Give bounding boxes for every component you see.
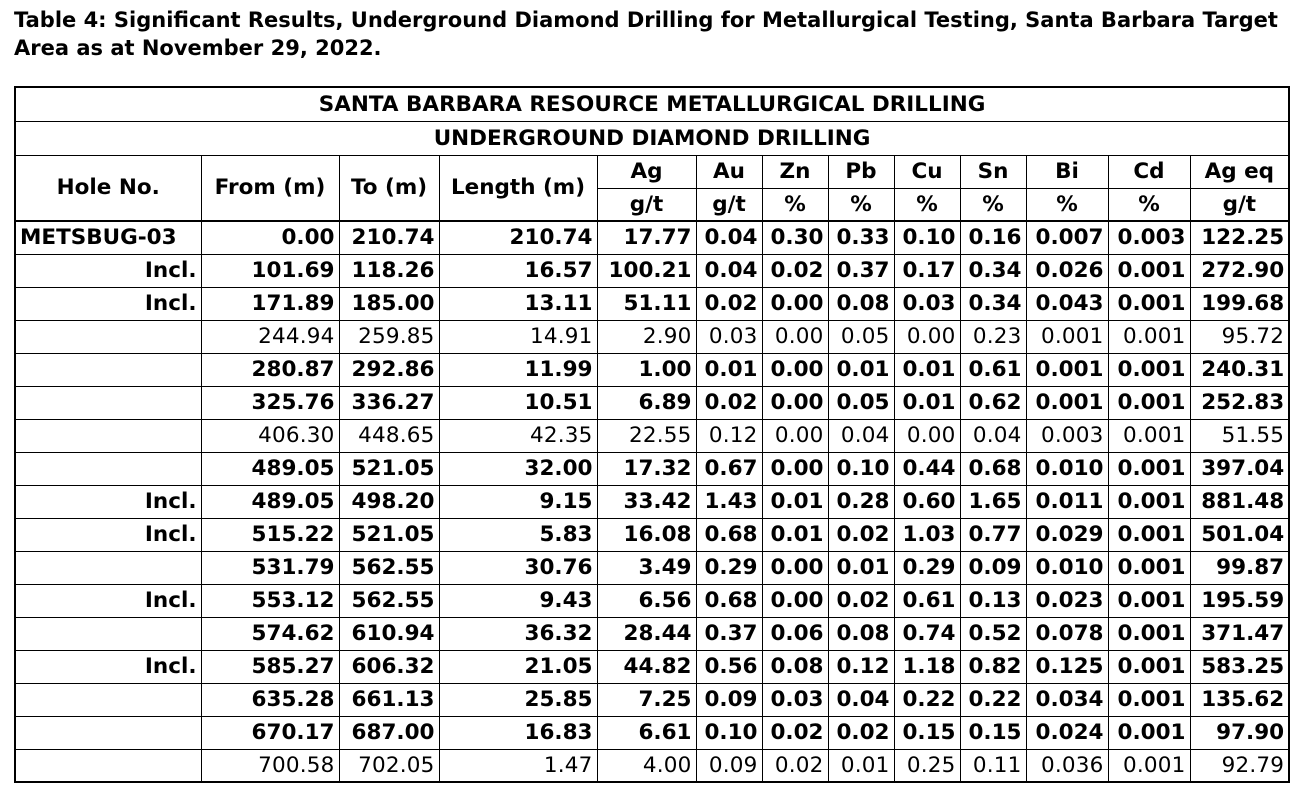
cell-to: 210.74 <box>339 221 439 254</box>
cell-cd: 0.001 <box>1108 353 1190 386</box>
cell-zn: 0.30 <box>762 221 828 254</box>
cell-au: 0.68 <box>696 584 762 617</box>
cell-to: 661.13 <box>339 683 439 716</box>
cell-pb: 0.04 <box>828 419 894 452</box>
cell-ag-eq: 122.25 <box>1190 221 1289 254</box>
cell-zn: 0.02 <box>762 749 828 782</box>
cell-sn: 0.61 <box>960 353 1026 386</box>
cell-hole-no: Incl. <box>15 584 201 617</box>
cell-cu: 0.22 <box>894 683 960 716</box>
cell-au: 0.04 <box>696 254 762 287</box>
cell-au: 0.09 <box>696 749 762 782</box>
cell-zn: 0.01 <box>762 518 828 551</box>
cell-length: 32.00 <box>439 452 597 485</box>
cell-cd: 0.001 <box>1108 419 1190 452</box>
cell-length: 13.11 <box>439 287 597 320</box>
cell-ag: 4.00 <box>597 749 696 782</box>
unit-sn: % <box>960 188 1026 221</box>
cell-length: 21.05 <box>439 650 597 683</box>
cell-to: 610.94 <box>339 617 439 650</box>
table-row <box>15 683 1289 716</box>
cell-zn: 0.00 <box>762 551 828 584</box>
cell-pb: 0.01 <box>828 551 894 584</box>
cell-sn: 0.82 <box>960 650 1026 683</box>
cell-zn: 0.00 <box>762 320 828 353</box>
cell-ag: 7.25 <box>597 683 696 716</box>
cell-length: 14.91 <box>439 320 597 353</box>
cell-cd: 0.001 <box>1108 716 1190 749</box>
cell-sn: 0.77 <box>960 518 1026 551</box>
cell-cu: 1.03 <box>894 518 960 551</box>
header-length: Length (m) <box>439 155 597 221</box>
cell-hole-no: Incl. <box>15 518 201 551</box>
cell-ag: 1.00 <box>597 353 696 386</box>
cell-to: 118.26 <box>339 254 439 287</box>
header-cd: Cd <box>1108 155 1190 188</box>
cell-au: 0.12 <box>696 419 762 452</box>
table-row <box>15 749 1289 782</box>
cell-zn: 0.06 <box>762 617 828 650</box>
cell-pb: 0.01 <box>828 353 894 386</box>
cell-length: 9.15 <box>439 485 597 518</box>
cell-cd: 0.001 <box>1108 254 1190 287</box>
cell-hole-no <box>15 749 201 782</box>
cell-sn: 0.62 <box>960 386 1026 419</box>
cell-to: 185.00 <box>339 287 439 320</box>
table-row <box>15 353 1289 386</box>
cell-from: 489.05 <box>201 485 339 518</box>
cell-au: 0.02 <box>696 386 762 419</box>
cell-length: 9.43 <box>439 584 597 617</box>
cell-to: 521.05 <box>339 518 439 551</box>
cell-to: 498.20 <box>339 485 439 518</box>
cell-au: 0.68 <box>696 518 762 551</box>
unit-ag-eq: g/t <box>1190 188 1289 221</box>
cell-bi: 0.125 <box>1026 650 1108 683</box>
cell-au: 0.02 <box>696 287 762 320</box>
cell-sn: 0.34 <box>960 287 1026 320</box>
cell-pb: 0.28 <box>828 485 894 518</box>
cell-length: 1.47 <box>439 749 597 782</box>
cell-ag: 6.89 <box>597 386 696 419</box>
cell-cd: 0.001 <box>1108 518 1190 551</box>
cell-bi: 0.043 <box>1026 287 1108 320</box>
cell-ag-eq: 240.31 <box>1190 353 1289 386</box>
header-au: Au <box>696 155 762 188</box>
cell-bi: 0.023 <box>1026 584 1108 617</box>
cell-hole-no: Incl. <box>15 485 201 518</box>
cell-sn: 0.23 <box>960 320 1026 353</box>
cell-cu: 0.15 <box>894 716 960 749</box>
cell-au: 0.01 <box>696 353 762 386</box>
table-row <box>15 518 1289 551</box>
results-table <box>14 86 1290 783</box>
cell-ag: 16.08 <box>597 518 696 551</box>
table-row <box>15 452 1289 485</box>
cell-hole-no: Incl. <box>15 287 201 320</box>
cell-sn: 0.15 <box>960 716 1026 749</box>
unit-pb: % <box>828 188 894 221</box>
cell-pb: 0.37 <box>828 254 894 287</box>
cell-to: 562.55 <box>339 584 439 617</box>
table-row <box>15 485 1289 518</box>
cell-cd: 0.003 <box>1108 221 1190 254</box>
unit-zn: % <box>762 188 828 221</box>
cell-to: 521.05 <box>339 452 439 485</box>
cell-au: 0.09 <box>696 683 762 716</box>
cell-hole-no <box>15 617 201 650</box>
cell-sn: 0.04 <box>960 419 1026 452</box>
table-row <box>15 287 1289 320</box>
cell-ag: 6.56 <box>597 584 696 617</box>
cell-cu: 0.44 <box>894 452 960 485</box>
cell-pb: 0.02 <box>828 518 894 551</box>
cell-length: 36.32 <box>439 617 597 650</box>
cell-from: 635.28 <box>201 683 339 716</box>
unit-bi: % <box>1026 188 1108 221</box>
cell-ag-eq: 97.90 <box>1190 716 1289 749</box>
cell-bi: 0.010 <box>1026 452 1108 485</box>
cell-bi: 0.034 <box>1026 683 1108 716</box>
cell-ag: 44.82 <box>597 650 696 683</box>
cell-cd: 0.001 <box>1108 683 1190 716</box>
cell-ag-eq: 95.72 <box>1190 320 1289 353</box>
cell-ag-eq: 199.68 <box>1190 287 1289 320</box>
cell-ag-eq: 135.62 <box>1190 683 1289 716</box>
cell-from: 585.27 <box>201 650 339 683</box>
header-zn: Zn <box>762 155 828 188</box>
cell-ag: 17.77 <box>597 221 696 254</box>
cell-to: 562.55 <box>339 551 439 584</box>
table-body <box>15 221 1289 782</box>
cell-hole-no <box>15 716 201 749</box>
cell-cu: 0.60 <box>894 485 960 518</box>
cell-from: 574.62 <box>201 617 339 650</box>
cell-ag-eq: 99.87 <box>1190 551 1289 584</box>
cell-cd: 0.001 <box>1108 452 1190 485</box>
cell-ag-eq: 51.55 <box>1190 419 1289 452</box>
unit-ag: g/t <box>597 188 696 221</box>
cell-ag-eq: 195.59 <box>1190 584 1289 617</box>
cell-bi: 0.007 <box>1026 221 1108 254</box>
cell-cd: 0.001 <box>1108 485 1190 518</box>
cell-to: 336.27 <box>339 386 439 419</box>
cell-zn: 0.00 <box>762 452 828 485</box>
cell-zn: 0.00 <box>762 287 828 320</box>
cell-cd: 0.001 <box>1108 749 1190 782</box>
cell-au: 1.43 <box>696 485 762 518</box>
cell-sn: 0.11 <box>960 749 1026 782</box>
cell-au: 0.10 <box>696 716 762 749</box>
cell-pb: 0.12 <box>828 650 894 683</box>
cell-ag: 6.61 <box>597 716 696 749</box>
table-row <box>15 617 1289 650</box>
cell-from: 553.12 <box>201 584 339 617</box>
header-ag: Ag <box>597 155 696 188</box>
cell-length: 30.76 <box>439 551 597 584</box>
cell-cu: 0.03 <box>894 287 960 320</box>
cell-ag: 17.32 <box>597 452 696 485</box>
cell-from: 489.05 <box>201 452 339 485</box>
cell-sn: 0.22 <box>960 683 1026 716</box>
table-row <box>15 650 1289 683</box>
cell-zn: 0.00 <box>762 584 828 617</box>
cell-hole-no: Incl. <box>15 254 201 287</box>
cell-from: 515.22 <box>201 518 339 551</box>
cell-pb: 0.01 <box>828 749 894 782</box>
cell-hole-no <box>15 353 201 386</box>
cell-length: 11.99 <box>439 353 597 386</box>
cell-cd: 0.001 <box>1108 650 1190 683</box>
cell-sn: 0.09 <box>960 551 1026 584</box>
cell-bi: 0.001 <box>1026 353 1108 386</box>
cell-cu: 1.18 <box>894 650 960 683</box>
cell-length: 16.83 <box>439 716 597 749</box>
header-ag-eq: Ag eq <box>1190 155 1289 188</box>
cell-to: 687.00 <box>339 716 439 749</box>
table-row <box>15 716 1289 749</box>
cell-zn: 0.08 <box>762 650 828 683</box>
cell-cu: 0.00 <box>894 419 960 452</box>
header-bi: Bi <box>1026 155 1108 188</box>
cell-pb: 0.33 <box>828 221 894 254</box>
cell-ag-eq: 252.83 <box>1190 386 1289 419</box>
cell-from: 171.89 <box>201 287 339 320</box>
cell-sn: 0.68 <box>960 452 1026 485</box>
cell-from: 531.79 <box>201 551 339 584</box>
cell-cu: 0.17 <box>894 254 960 287</box>
cell-cd: 0.001 <box>1108 617 1190 650</box>
cell-ag-eq: 371.47 <box>1190 617 1289 650</box>
cell-ag: 3.49 <box>597 551 696 584</box>
cell-cd: 0.001 <box>1108 320 1190 353</box>
cell-to: 448.65 <box>339 419 439 452</box>
cell-ag-eq: 397.04 <box>1190 452 1289 485</box>
cell-length: 42.35 <box>439 419 597 452</box>
cell-cu: 0.01 <box>894 353 960 386</box>
table-title-sub: UNDERGROUND DIAMOND DRILLING <box>15 121 1289 155</box>
cell-from: 101.69 <box>201 254 339 287</box>
cell-from: 0.00 <box>201 221 339 254</box>
cell-zn: 0.03 <box>762 683 828 716</box>
cell-bi: 0.026 <box>1026 254 1108 287</box>
cell-bi: 0.001 <box>1026 320 1108 353</box>
cell-hole-no <box>15 452 201 485</box>
cell-pb: 0.05 <box>828 320 894 353</box>
cell-sn: 0.13 <box>960 584 1026 617</box>
cell-from: 406.30 <box>201 419 339 452</box>
unit-cd: % <box>1108 188 1190 221</box>
table-row <box>15 221 1289 254</box>
cell-cu: 0.25 <box>894 749 960 782</box>
header-to: To (m) <box>339 155 439 221</box>
cell-bi: 0.029 <box>1026 518 1108 551</box>
cell-from: 670.17 <box>201 716 339 749</box>
cell-cd: 0.001 <box>1108 386 1190 419</box>
table-row <box>15 254 1289 287</box>
unit-au: g/t <box>696 188 762 221</box>
cell-ag: 22.55 <box>597 419 696 452</box>
cell-cu: 0.29 <box>894 551 960 584</box>
cell-zn: 0.00 <box>762 419 828 452</box>
cell-au: 0.67 <box>696 452 762 485</box>
table-row <box>15 419 1289 452</box>
cell-ag-eq: 881.48 <box>1190 485 1289 518</box>
cell-to: 606.32 <box>339 650 439 683</box>
cell-bi: 0.078 <box>1026 617 1108 650</box>
cell-pb: 0.02 <box>828 584 894 617</box>
cell-hole-no <box>15 551 201 584</box>
header-sn: Sn <box>960 155 1026 188</box>
cell-zn: 0.02 <box>762 716 828 749</box>
cell-from: 244.94 <box>201 320 339 353</box>
table-row <box>15 551 1289 584</box>
header-cu: Cu <box>894 155 960 188</box>
cell-sn: 0.16 <box>960 221 1026 254</box>
cell-length: 5.83 <box>439 518 597 551</box>
cell-sn: 0.52 <box>960 617 1026 650</box>
table-title-main: SANTA BARBARA RESOURCE METALLURGICAL DRILLING <box>15 87 1289 121</box>
cell-zn: 0.01 <box>762 485 828 518</box>
header-pb: Pb <box>828 155 894 188</box>
cell-hole-no: Incl. <box>15 650 201 683</box>
cell-bi: 0.001 <box>1026 386 1108 419</box>
cell-length: 10.51 <box>439 386 597 419</box>
cell-zn: 0.02 <box>762 254 828 287</box>
cell-hole-no <box>15 683 201 716</box>
cell-hole-no: METSBUG-03 <box>15 221 201 254</box>
cell-cu: 0.00 <box>894 320 960 353</box>
cell-au: 0.04 <box>696 221 762 254</box>
cell-cd: 0.001 <box>1108 287 1190 320</box>
cell-bi: 0.036 <box>1026 749 1108 782</box>
cell-cu: 0.01 <box>894 386 960 419</box>
cell-sn: 0.34 <box>960 254 1026 287</box>
cell-ag: 2.90 <box>597 320 696 353</box>
cell-ag-eq: 583.25 <box>1190 650 1289 683</box>
cell-pb: 0.04 <box>828 683 894 716</box>
cell-to: 292.86 <box>339 353 439 386</box>
cell-ag: 33.42 <box>597 485 696 518</box>
cell-cd: 0.001 <box>1108 551 1190 584</box>
cell-pb: 0.10 <box>828 452 894 485</box>
cell-bi: 0.010 <box>1026 551 1108 584</box>
table-caption: Table 4: Significant Results, Underground Diamond Drilling for Metallurgical Testing, Santa Barbara Target Area as at November 29, 2022. <box>14 8 1278 60</box>
table-row <box>15 386 1289 419</box>
table-row <box>15 584 1289 617</box>
header-hole-no: Hole No. <box>15 155 201 221</box>
cell-to: 702.05 <box>339 749 439 782</box>
cell-length: 16.57 <box>439 254 597 287</box>
cell-from: 325.76 <box>201 386 339 419</box>
cell-hole-no <box>15 320 201 353</box>
cell-ag-eq: 501.04 <box>1190 518 1289 551</box>
cell-from: 280.87 <box>201 353 339 386</box>
cell-cd: 0.001 <box>1108 584 1190 617</box>
cell-pb: 0.08 <box>828 617 894 650</box>
cell-hole-no <box>15 386 201 419</box>
cell-bi: 0.011 <box>1026 485 1108 518</box>
cell-au: 0.37 <box>696 617 762 650</box>
cell-ag: 51.11 <box>597 287 696 320</box>
cell-ag-eq: 92.79 <box>1190 749 1289 782</box>
cell-hole-no <box>15 419 201 452</box>
cell-length: 25.85 <box>439 683 597 716</box>
cell-pb: 0.02 <box>828 716 894 749</box>
cell-zn: 0.00 <box>762 386 828 419</box>
cell-to: 259.85 <box>339 320 439 353</box>
cell-au: 0.56 <box>696 650 762 683</box>
cell-bi: 0.003 <box>1026 419 1108 452</box>
cell-sn: 1.65 <box>960 485 1026 518</box>
table-row <box>15 320 1289 353</box>
cell-au: 0.03 <box>696 320 762 353</box>
cell-ag-eq: 272.90 <box>1190 254 1289 287</box>
cell-pb: 0.08 <box>828 287 894 320</box>
header-from: From (m) <box>201 155 339 221</box>
cell-cu: 0.10 <box>894 221 960 254</box>
cell-ag: 100.21 <box>597 254 696 287</box>
cell-au: 0.29 <box>696 551 762 584</box>
cell-cu: 0.74 <box>894 617 960 650</box>
cell-pb: 0.05 <box>828 386 894 419</box>
cell-zn: 0.00 <box>762 353 828 386</box>
cell-bi: 0.024 <box>1026 716 1108 749</box>
cell-ag: 28.44 <box>597 617 696 650</box>
cell-from: 700.58 <box>201 749 339 782</box>
unit-cu: % <box>894 188 960 221</box>
cell-length: 210.74 <box>439 221 597 254</box>
cell-cu: 0.61 <box>894 584 960 617</box>
